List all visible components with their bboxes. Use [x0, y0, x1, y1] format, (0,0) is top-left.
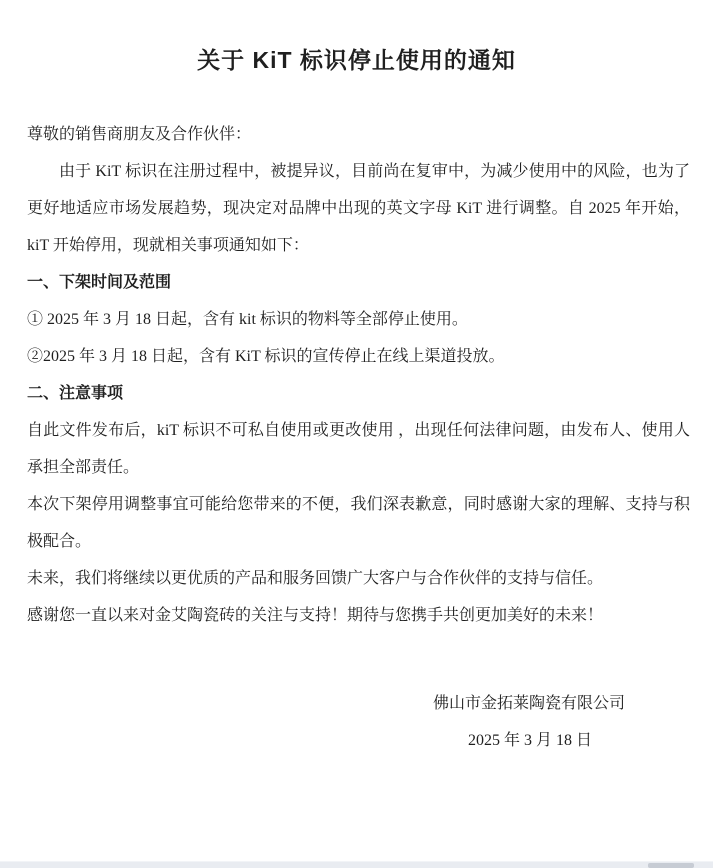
section2-paragraph-2: 本次下架停用调整事宜可能给您带来的不便，我们深表歉意，同时感谢大家的理解、支持与积极配合。: [27, 496, 690, 550]
section1-heading: 一、下架时间及范围: [27, 274, 172, 291]
document-body: [0, 116, 713, 759]
section1-item-2: ②2025 年 3 月 18 日起，含有 KiT 标识的宣传停止在线上渠道投放。: [27, 348, 505, 365]
closing-paragraph-1: 未来，我们将继续以更优质的产品和服务回馈广大客户与合作伙伴的支持与信任。: [27, 570, 604, 587]
horizontal-scrollbar[interactable]: [0, 861, 713, 868]
signature-date: 2025 年 3 月 18 日: [467, 732, 592, 749]
section2-paragraph-1: 自此文件发布后，kiT 标识不可私自使用或更改使用 ，出现任何法律问题，由发布人、使用人承担全部责任。: [27, 422, 690, 476]
closing-paragraph-2: 感谢您一直以来对金艾陶瓷砖的关注与支持！期待与您携手共创更加美好的未来！: [27, 607, 604, 624]
horizontal-scrollbar-thumb[interactable]: [648, 863, 694, 868]
intro-paragraph: 由于 KiT 标识在注册过程中，被提异议，目前尚在复审中，为减少使用中的风险，也为了更好地适应市场发展趋势，现决定对品牌中出现的英文字母 KiT 进行调整。自 2025 年开始，kiT 开始停用，现就相关事项通知如下：: [27, 163, 690, 254]
section1-item-1: ① 2025 年 3 月 18 日起，含有 kit 标识的物料等全部停止使用。: [27, 311, 468, 328]
signature-company: 佛山市金拓莱陶瓷有限公司: [432, 695, 625, 712]
signature-block: [27, 685, 690, 759]
greeting-line: 尊敬的销售商朋友及合作伙伴：: [27, 126, 252, 143]
section2-heading: 二、注意事项: [27, 385, 124, 402]
document-title: 关于 KiT 标识停止使用的通知: [197, 47, 516, 73]
